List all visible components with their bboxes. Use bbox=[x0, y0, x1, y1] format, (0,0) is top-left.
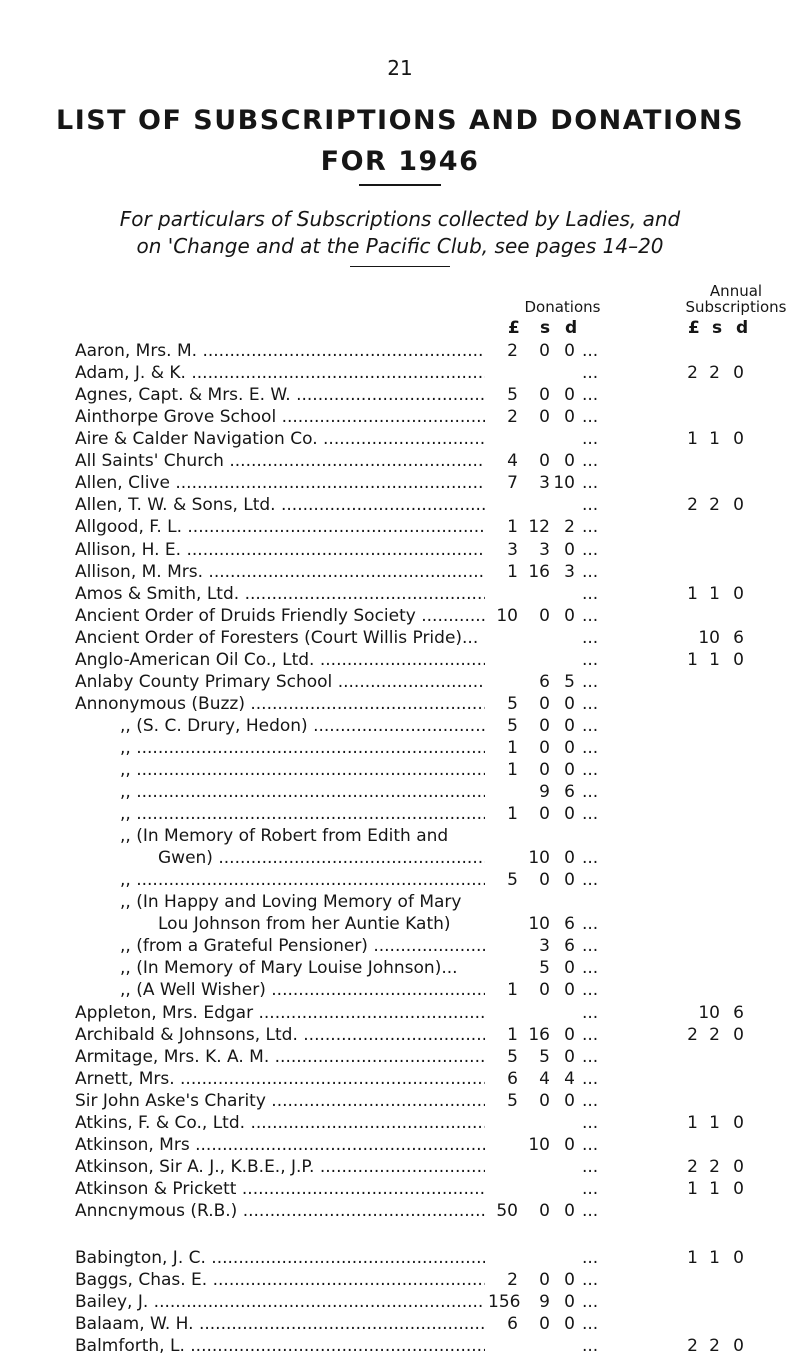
donation-shillings: 0 bbox=[539, 980, 550, 1001]
donation-pence: 0 bbox=[564, 1292, 575, 1313]
entry-name: Baggs, Chas. E. ..... bbox=[75, 1269, 485, 1291]
donation-pounds: 5 bbox=[507, 385, 518, 406]
donation-shillings: 0 bbox=[539, 341, 550, 361]
list-item bbox=[0, 605, 800, 627]
subscription-pounds: 2 bbox=[687, 363, 698, 384]
entry-name: Anglo-American Oil Co., Ltd. ..... bbox=[75, 649, 485, 671]
entry-name: ,, ..... bbox=[120, 781, 485, 803]
donation-shillings: 16 bbox=[528, 561, 550, 582]
list-item bbox=[0, 649, 800, 671]
donation-pence: 0 bbox=[564, 804, 575, 824]
annual-pound-header: £ bbox=[688, 318, 700, 338]
entry-name: ,, (In Memory of Mary Louise Johnson)... bbox=[120, 958, 458, 979]
entry-name: All Saints' Church ..... bbox=[75, 450, 485, 472]
leader-dots: ... bbox=[582, 341, 599, 361]
donation-pounds: 2 bbox=[507, 1270, 518, 1290]
donation-pounds: 10 bbox=[496, 605, 518, 626]
list-item bbox=[0, 1002, 800, 1024]
leader-dots: ... bbox=[582, 715, 599, 736]
list-item bbox=[0, 1090, 800, 1112]
donation-pounds: 2 bbox=[507, 341, 518, 361]
leader-dots: ... bbox=[582, 1314, 599, 1335]
subscription-shillings: 2 bbox=[709, 1156, 720, 1177]
entry-name: ,, (S. C. Drury, Hedon) ..... bbox=[120, 715, 485, 737]
donation-shillings: 0 bbox=[539, 715, 550, 736]
donation-pence: 0 bbox=[564, 539, 575, 560]
donation-pence: 0 bbox=[564, 737, 575, 758]
donation-pounds: 5 bbox=[507, 693, 518, 714]
leader-dots: ... bbox=[582, 473, 599, 494]
list-item bbox=[0, 1068, 800, 1090]
list-item bbox=[0, 362, 800, 384]
leader-dots: ... bbox=[582, 363, 599, 384]
subscription-pounds: 1 bbox=[687, 429, 698, 450]
entry-name: Anncnymous (R.B.) ..... bbox=[75, 1200, 485, 1222]
donation-shillings: 12 bbox=[528, 517, 550, 538]
entry-name: Allison, H. E. ..... bbox=[75, 539, 485, 561]
list-item bbox=[0, 384, 800, 406]
entry-name: Balmforth, L. ..... bbox=[75, 1335, 485, 1357]
entry-name: Balaam, W. H. ..... bbox=[75, 1313, 485, 1335]
donation-pounds: 4 bbox=[507, 451, 518, 472]
entry-name: Allison, M. Mrs. ..... bbox=[75, 561, 485, 583]
donation-pence: 0 bbox=[564, 958, 575, 979]
donation-shillings: 0 bbox=[539, 451, 550, 472]
leader-dots: ... bbox=[582, 1046, 599, 1067]
leader-dots: ... bbox=[582, 1090, 599, 1111]
subscription-shillings: 1 bbox=[709, 1178, 720, 1199]
donation-pence: 0 bbox=[564, 605, 575, 626]
entry-name: Aaron, Mrs. M. ..... bbox=[75, 340, 485, 362]
list-item bbox=[0, 781, 800, 803]
donation-pounds: 1 bbox=[507, 759, 518, 780]
donation-pence: 0 bbox=[564, 759, 575, 780]
section-rule bbox=[350, 266, 450, 267]
leader-dots: ... bbox=[582, 451, 599, 472]
list-item bbox=[0, 869, 800, 891]
subscription-pounds: 1 bbox=[687, 649, 698, 670]
subscription-shillings: 1 bbox=[709, 1112, 720, 1133]
annual-pence-header: d bbox=[736, 318, 749, 338]
donation-pence: 4 bbox=[564, 1068, 575, 1089]
donation-shillings: 10 bbox=[528, 1134, 550, 1155]
subscription-shillings: 2 bbox=[709, 1336, 720, 1357]
leader-dots: ... bbox=[582, 737, 599, 758]
subscription-shillings: 1 bbox=[709, 429, 720, 450]
donation-shillings: 10 bbox=[528, 914, 550, 935]
donation-pounds: 7 bbox=[507, 473, 518, 494]
donation-pence: 0 bbox=[564, 870, 575, 891]
donation-pounds: 1 bbox=[507, 561, 518, 582]
subscription-pounds: 1 bbox=[687, 1178, 698, 1199]
donation-pence: 3 bbox=[564, 561, 575, 582]
list-item bbox=[0, 759, 800, 781]
entry-name: Archibald & Johnsons, Ltd. ..... bbox=[75, 1024, 485, 1046]
entry-name: ,, ..... bbox=[120, 737, 485, 759]
donation-pence: 0 bbox=[564, 980, 575, 1001]
entry-name: Atkinson, Mrs ..... bbox=[75, 1134, 485, 1156]
list-item bbox=[0, 1313, 800, 1335]
donation-pounds: 1 bbox=[507, 980, 518, 1001]
donation-shillings: 3 bbox=[539, 473, 550, 494]
donations-header: Donations bbox=[524, 298, 601, 316]
leader-dots: ... bbox=[582, 914, 599, 935]
donation-shillings: 0 bbox=[539, 407, 550, 428]
leader-dots: ... bbox=[582, 385, 599, 406]
subscription-pence: 0 bbox=[733, 1336, 744, 1357]
list-item bbox=[0, 539, 800, 561]
donation-pounds: 156 bbox=[488, 1292, 521, 1313]
donation-shillings: 16 bbox=[528, 1024, 550, 1045]
entry-name: Atkins, F. & Co., Ltd. ..... bbox=[75, 1112, 485, 1134]
entry-name: ,, ..... bbox=[120, 803, 485, 825]
donation-pence: 0 bbox=[564, 715, 575, 736]
donation-shillings: 6 bbox=[539, 671, 550, 692]
entry-name: ,, (In Happy and Loving Memory of Mary bbox=[120, 892, 462, 913]
leader-dots: ... bbox=[582, 1200, 599, 1221]
leader-dots: ... bbox=[582, 804, 599, 824]
donation-shillings: 0 bbox=[539, 737, 550, 758]
leader-dots: ... bbox=[582, 848, 599, 869]
entry-name: ,, (A Well Wisher) ..... bbox=[120, 979, 485, 1001]
leader-dots: ... bbox=[582, 782, 599, 802]
donation-pence: 0 bbox=[564, 693, 575, 714]
donation-pounds: 1 bbox=[507, 1024, 518, 1045]
entry-name: Atkinson & Prickett ..... bbox=[75, 1178, 485, 1200]
donation-pence: 0 bbox=[564, 385, 575, 406]
donation-pounds: 50 bbox=[496, 1200, 518, 1221]
donation-shillings: 4 bbox=[539, 1068, 550, 1089]
title-rule bbox=[359, 184, 441, 186]
entry-name: Atkinson, Sir A. J., K.B.E., J.P. ..... bbox=[75, 1156, 485, 1178]
list-item bbox=[0, 1335, 800, 1357]
leader-dots: ... bbox=[582, 539, 599, 560]
leader-dots: ... bbox=[582, 561, 599, 582]
donation-shillings: 10 bbox=[528, 848, 550, 869]
list-item bbox=[0, 693, 800, 715]
donation-shillings: 0 bbox=[539, 804, 550, 824]
list-item bbox=[0, 1046, 800, 1068]
leader-dots: ... bbox=[582, 671, 599, 692]
list-item bbox=[0, 737, 800, 759]
annual-header-line-1: Annual bbox=[709, 282, 763, 300]
subscription-pence: 6 bbox=[733, 1002, 744, 1023]
donations-pound-header: £ bbox=[508, 318, 520, 338]
intro-line-1: For particulars of Subscriptions collected by Ladies, and bbox=[119, 207, 681, 231]
leader-dots: ... bbox=[582, 1156, 599, 1177]
entry-name: ,, (from a Grateful Pensioner) ..... bbox=[120, 935, 485, 957]
entry-name: Agnes, Capt. & Mrs. E. W. ..... bbox=[75, 384, 485, 406]
list-item bbox=[0, 935, 800, 957]
donation-pence: 2 bbox=[564, 517, 575, 538]
donation-shillings: 0 bbox=[539, 759, 550, 780]
list-item bbox=[0, 847, 800, 869]
list-item bbox=[0, 450, 800, 472]
donation-pounds: 6 bbox=[507, 1314, 518, 1335]
leader-dots: ... bbox=[582, 627, 599, 648]
leader-dots: ... bbox=[582, 1292, 599, 1313]
subscription-pence: 0 bbox=[733, 1178, 744, 1199]
subscription-pence: 0 bbox=[733, 1112, 744, 1133]
subscription-pounds: 1 bbox=[687, 1112, 698, 1133]
list-item bbox=[0, 428, 800, 450]
page-subtitle: FOR 1946 bbox=[320, 146, 480, 177]
donation-pounds: 5 bbox=[507, 1046, 518, 1067]
subscription-shillings: 2 bbox=[709, 1024, 720, 1045]
leader-dots: ... bbox=[582, 649, 599, 670]
donation-shillings: 0 bbox=[539, 870, 550, 891]
list-item bbox=[0, 1178, 800, 1200]
entry-name: Sir John Aske's Charity ..... bbox=[75, 1090, 485, 1112]
subscription-pounds: 1 bbox=[687, 1248, 698, 1268]
entry-name: Appleton, Mrs. Edgar ..... bbox=[75, 1002, 485, 1024]
donation-pence: 0 bbox=[564, 1046, 575, 1067]
subscription-pence: 0 bbox=[733, 363, 744, 384]
list-item bbox=[0, 627, 800, 649]
list-item bbox=[0, 1024, 800, 1046]
page-number: 21 bbox=[387, 56, 413, 80]
donation-shillings: 0 bbox=[539, 693, 550, 714]
list-item bbox=[0, 957, 800, 979]
donation-shillings: 5 bbox=[539, 958, 550, 979]
donation-pounds: 1 bbox=[507, 517, 518, 538]
entry-name: Gwen) ..... bbox=[158, 847, 485, 869]
subscription-shillings: 1 bbox=[709, 583, 720, 604]
list-item bbox=[0, 891, 800, 913]
donation-pence: 5 bbox=[564, 671, 575, 692]
donation-pounds: 5 bbox=[507, 1090, 518, 1111]
annual-shilling-header: s bbox=[712, 318, 723, 338]
leader-dots: ... bbox=[582, 1024, 599, 1045]
leader-dots: ... bbox=[582, 1248, 599, 1268]
subscription-shillings: 2 bbox=[709, 363, 720, 384]
donation-pence: 0 bbox=[564, 1200, 575, 1221]
leader-dots: ... bbox=[582, 517, 599, 538]
subscription-shillings: 1 bbox=[709, 1248, 720, 1268]
donation-shillings: 0 bbox=[539, 1270, 550, 1290]
list-item bbox=[0, 1156, 800, 1178]
entry-name: Allen, T. W. & Sons, Ltd. ..... bbox=[75, 494, 485, 516]
donation-shillings: 0 bbox=[539, 1090, 550, 1111]
intro-line-2: on 'Change and at the Pacific Club, see pages 14–20 bbox=[136, 234, 664, 258]
leader-dots: ... bbox=[582, 1134, 599, 1155]
subscription-pounds: 2 bbox=[687, 1156, 698, 1177]
donation-shillings: 0 bbox=[539, 605, 550, 626]
subscription-pence: 0 bbox=[733, 1248, 744, 1268]
entry-name: ,, ..... bbox=[120, 759, 485, 781]
subscription-pence: 0 bbox=[733, 429, 744, 450]
donation-shillings: 0 bbox=[539, 385, 550, 406]
leader-dots: ... bbox=[582, 1068, 599, 1089]
donation-pence: 0 bbox=[564, 1134, 575, 1155]
donation-pence: 0 bbox=[564, 1024, 575, 1045]
list-item bbox=[0, 406, 800, 428]
leader-dots: ... bbox=[582, 1178, 599, 1199]
donation-pence: 10 bbox=[553, 473, 575, 494]
entry-name: Ancient Order of Foresters (Court Willis Pride)... bbox=[75, 627, 479, 648]
donation-pounds: 1 bbox=[507, 804, 518, 824]
leader-dots: ... bbox=[582, 759, 599, 780]
entry-name: Arnett, Mrs. ..... bbox=[75, 1068, 485, 1090]
donation-shillings: 0 bbox=[539, 1200, 550, 1221]
subscription-pence: 6 bbox=[733, 627, 744, 648]
subscription-pounds: 2 bbox=[687, 1336, 698, 1357]
entry-name: Lou Johnson from her Auntie Kath) bbox=[158, 914, 451, 935]
donation-pence: 0 bbox=[564, 451, 575, 472]
subscription-shillings: 10 bbox=[698, 627, 720, 648]
entry-name: Anlaby County Primary School ..... bbox=[75, 671, 485, 693]
subscription-pounds: 1 bbox=[687, 583, 698, 604]
list-item bbox=[0, 803, 800, 825]
entry-name: Annonymous (Buzz) ..... bbox=[75, 693, 485, 715]
subscription-shillings: 1 bbox=[709, 649, 720, 670]
donation-pence: 0 bbox=[564, 1270, 575, 1290]
donation-pounds: 5 bbox=[507, 715, 518, 736]
list-item bbox=[0, 516, 800, 538]
subscription-pence: 0 bbox=[733, 649, 744, 670]
donation-pence: 0 bbox=[564, 407, 575, 428]
leader-dots: ... bbox=[582, 1112, 599, 1133]
entry-name: ,, (In Memory of Robert from Edith and bbox=[120, 826, 449, 847]
subscription-pence: 0 bbox=[733, 1156, 744, 1177]
list-item bbox=[0, 913, 800, 935]
donation-shillings: 0 bbox=[539, 1314, 550, 1335]
list-item bbox=[0, 583, 800, 605]
entry-name: Bailey, J. ..... bbox=[75, 1291, 485, 1313]
subscription-pence: 0 bbox=[733, 495, 744, 516]
donation-pounds: 1 bbox=[507, 737, 518, 758]
list-item bbox=[0, 825, 800, 847]
leader-dots: ... bbox=[582, 936, 599, 957]
subscription-pence: 0 bbox=[733, 1024, 744, 1045]
donation-pence: 0 bbox=[564, 1090, 575, 1111]
annual-header-line-2: Subscriptions bbox=[685, 298, 787, 316]
leader-dots: ... bbox=[582, 605, 599, 626]
list-item bbox=[0, 1247, 800, 1269]
donation-pounds: 3 bbox=[507, 539, 518, 560]
entry-name: Ancient Order of Druids Friendly Society ..... bbox=[75, 605, 485, 627]
list-item bbox=[0, 1269, 800, 1291]
donation-pence: 0 bbox=[564, 848, 575, 869]
entry-name: Adam, J. & K. ..... bbox=[75, 362, 485, 384]
list-item bbox=[0, 715, 800, 737]
list-item bbox=[0, 1200, 800, 1222]
subscription-pence: 0 bbox=[733, 583, 744, 604]
page-title: LIST OF SUBSCRIPTIONS AND DONATIONS bbox=[55, 105, 745, 136]
donation-pence: 6 bbox=[564, 914, 575, 935]
list-item bbox=[0, 340, 800, 362]
entry-name: ,, ..... bbox=[120, 869, 485, 891]
donation-pence: 0 bbox=[564, 341, 575, 361]
leader-dots: ... bbox=[582, 980, 599, 1001]
leader-dots: ... bbox=[582, 495, 599, 516]
donations-shilling-header: s bbox=[540, 318, 551, 338]
donation-pence: 6 bbox=[564, 782, 575, 802]
list-item bbox=[0, 1134, 800, 1156]
donation-pence: 6 bbox=[564, 936, 575, 957]
donations-pence-header: d bbox=[565, 318, 578, 338]
list-item bbox=[0, 1112, 800, 1134]
entry-name: Babington, J. C. ..... bbox=[75, 1247, 485, 1269]
entry-name: Allen, Clive ..... bbox=[75, 472, 485, 494]
leader-dots: ... bbox=[582, 1336, 599, 1357]
donation-pounds: 6 bbox=[507, 1068, 518, 1089]
donation-pence: 0 bbox=[564, 1314, 575, 1335]
leader-dots: ... bbox=[582, 1002, 599, 1023]
list-item bbox=[0, 671, 800, 693]
subscription-pounds: 2 bbox=[687, 1024, 698, 1045]
list-item bbox=[0, 472, 800, 494]
entry-name: Armitage, Mrs. K. A. M. ..... bbox=[75, 1046, 485, 1068]
leader-dots: ... bbox=[582, 958, 599, 979]
entry-name: Ainthorpe Grove School ..... bbox=[75, 406, 485, 428]
subscription-pounds: 2 bbox=[687, 495, 698, 516]
leader-dots: ... bbox=[582, 429, 599, 450]
leader-dots: ... bbox=[582, 1270, 599, 1290]
donation-shillings: 3 bbox=[539, 539, 550, 560]
list-item bbox=[0, 979, 800, 1001]
subscription-shillings: 10 bbox=[698, 1002, 720, 1023]
donation-pounds: 2 bbox=[507, 407, 518, 428]
entry-name: Allgood, F. L. ..... bbox=[75, 516, 485, 538]
leader-dots: ... bbox=[582, 870, 599, 891]
donation-shillings: 9 bbox=[539, 1292, 550, 1313]
subscription-shillings: 2 bbox=[709, 495, 720, 516]
donation-shillings: 9 bbox=[539, 782, 550, 802]
donation-shillings: 5 bbox=[539, 1046, 550, 1067]
list-item bbox=[0, 561, 800, 583]
list-item bbox=[0, 1291, 800, 1313]
entry-name: Amos & Smith, Ltd. ..... bbox=[75, 583, 485, 605]
leader-dots: ... bbox=[582, 407, 599, 428]
leader-dots: ... bbox=[582, 583, 599, 604]
donation-shillings: 3 bbox=[539, 936, 550, 957]
leader-dots: ... bbox=[582, 693, 599, 714]
entry-name: Aire & Calder Navigation Co. ..... bbox=[75, 428, 485, 450]
donation-pounds: 5 bbox=[507, 870, 518, 891]
list-item bbox=[0, 494, 800, 516]
